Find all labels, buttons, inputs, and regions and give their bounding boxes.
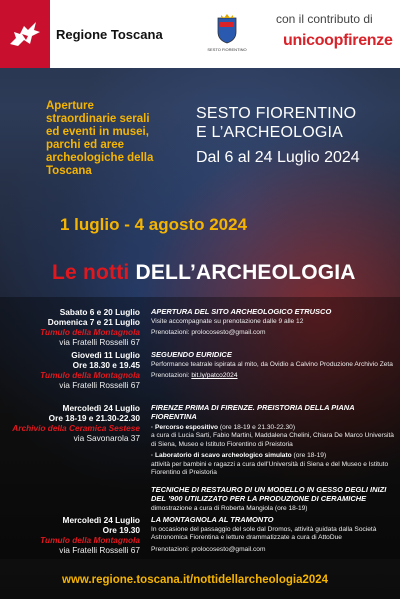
event-booking[interactable]: Prenotazioni: prolocosesto@gmail.com <box>151 545 266 553</box>
event-dates: Dal 6 al 24 Luglio 2024 <box>196 149 360 166</box>
event-booking[interactable]: Prenotazioni: prolocosesto@gmail.com <box>151 329 266 337</box>
pegasus-icon <box>6 14 44 54</box>
event-address: via Fratelli Rosselli 67 <box>59 545 140 555</box>
event-details <box>151 403 396 517</box>
event-date: Giovedì 11 Luglio <box>71 350 140 360</box>
event-place: Archivio della Ceramica Sestese <box>12 423 140 433</box>
subtitle: Aperture straordinarie serali ed eventi in musei, parchi ed aree archeologiche della Toscana <box>46 100 154 177</box>
sub-item-description: attività per bambini e ragazzi a cura dell’Università di Siena e del Museo e Istituto Fiorentino di Preistoria <box>151 460 389 477</box>
event-description: dimostrazione a cura di Roberta Mangiola (ore 18-19) <box>151 505 308 513</box>
event-description: Visite accompagnate su prenotazione dalle 9 alle 12 <box>151 318 304 325</box>
program <box>0 297 400 559</box>
main-dates: 1 luglio - 4 agosto 2024 <box>60 215 248 234</box>
sub-item-title: · Laboratorio di scavo archeologico simulato <box>151 452 292 460</box>
event-date: Mercoledì 24 Luglio <box>62 515 140 525</box>
event-details <box>151 515 396 554</box>
sub-item-time: (ore 18-19 e 21.30-22.30) <box>218 424 296 431</box>
contributo-label: con il contributo di <box>276 12 373 26</box>
event-title-text: TECNICHE DI RESTAURO DI UN MODELLO IN GESSO DEGLI INIZI DEL ’900 UTILIZZATO PER LA PRODUZIONE DI CERAMICHE <box>151 485 387 504</box>
crest-caption: SESTO FIORENTINO <box>207 47 247 52</box>
header-band <box>0 0 400 68</box>
event-place: Tumulo della Montagnola <box>40 535 140 545</box>
event-address: via Fratelli Rosselli 67 <box>59 380 140 390</box>
headline <box>52 261 356 285</box>
headline-white: DELL’ARCHEOLOGIA <box>135 261 356 284</box>
event-title-text: FIRENZE PRIMA DI FIRENZE. PREISTORIA DELLA PIANA FIORENTINA <box>151 403 355 421</box>
event-title-line1: SESTO FIORENTINO <box>196 105 357 122</box>
regione-toscana-logo[interactable] <box>0 0 50 68</box>
event-when-where <box>0 307 140 347</box>
event-booking <box>151 372 396 380</box>
sponsor-logo[interactable]: unicoopfirenze <box>283 32 393 49</box>
event-title-text: LA MONTAGNOLA AL TRAMONTO <box>151 515 274 524</box>
sub-item-title: · Percorso espositivo <box>151 424 219 431</box>
event-when-where <box>0 515 140 555</box>
event-title-text: APERTURA DEL SITO ARCHEOLOGICO ETRUSCO <box>151 307 332 316</box>
event-date: Mercoledì 24 Luglio <box>62 403 140 413</box>
event-title-line2: E L’ARCHEOLOGIA <box>196 124 344 141</box>
event-details <box>151 307 396 338</box>
event-when-where <box>0 403 140 443</box>
event-address: via Savonarola 37 <box>73 433 140 443</box>
booking-label: Prenotazioni: <box>151 372 192 380</box>
event-address: via Fratelli Rosselli 67 <box>59 337 140 347</box>
event-description: In occasione del passaggio del sole dal Dromos, attività guidata dalla Società Astronomica Fiorentina e letture drammatizzate a cura di AttoDue <box>151 526 377 542</box>
event-time: Ore 18-19 e 21.30-22.30 <box>48 413 140 423</box>
footer-url[interactable]: www.regione.toscana.it/nottidellarcheologia2024 <box>62 574 329 586</box>
municipal-crest-icon <box>216 14 238 44</box>
event-time: Ore 18.30 e 19.45 <box>72 360 140 370</box>
event-details <box>151 350 396 381</box>
event-date: Domenica 7 e 21 Luglio <box>47 317 140 327</box>
booking-link[interactable]: bit.ly/patco2024 <box>191 372 238 380</box>
event-place: Tumulo della Montagnola <box>40 327 140 337</box>
sub-item-description: a cura di Lucia Sarti, Fabio Martini, Maddalena Chelini, Chiara De Marco Università di Siena, Museo e Istituto Fiorentino di Preistoria <box>151 432 394 448</box>
event-description: Performance teatrale ispirata al mito, da Ovidio a Calvino Produzione Archivio Zeta <box>151 361 393 368</box>
event-place: Tumulo della Montagnola <box>40 370 140 380</box>
event-date: Sabato 6 e 20 Luglio <box>59 307 140 317</box>
sub-item-time: (ore 18-19) <box>291 452 327 460</box>
headline-red: Le notti <box>52 261 130 284</box>
event-title <box>196 104 356 142</box>
event-sub-item <box>151 424 396 432</box>
region-name: Regione Toscana <box>56 27 163 42</box>
event-sub-item <box>151 452 396 460</box>
event-when-where <box>0 350 140 390</box>
event-time: Ore 19.30 <box>102 525 140 535</box>
event-title-text: SEGUENDO EURIDICE <box>151 350 232 359</box>
